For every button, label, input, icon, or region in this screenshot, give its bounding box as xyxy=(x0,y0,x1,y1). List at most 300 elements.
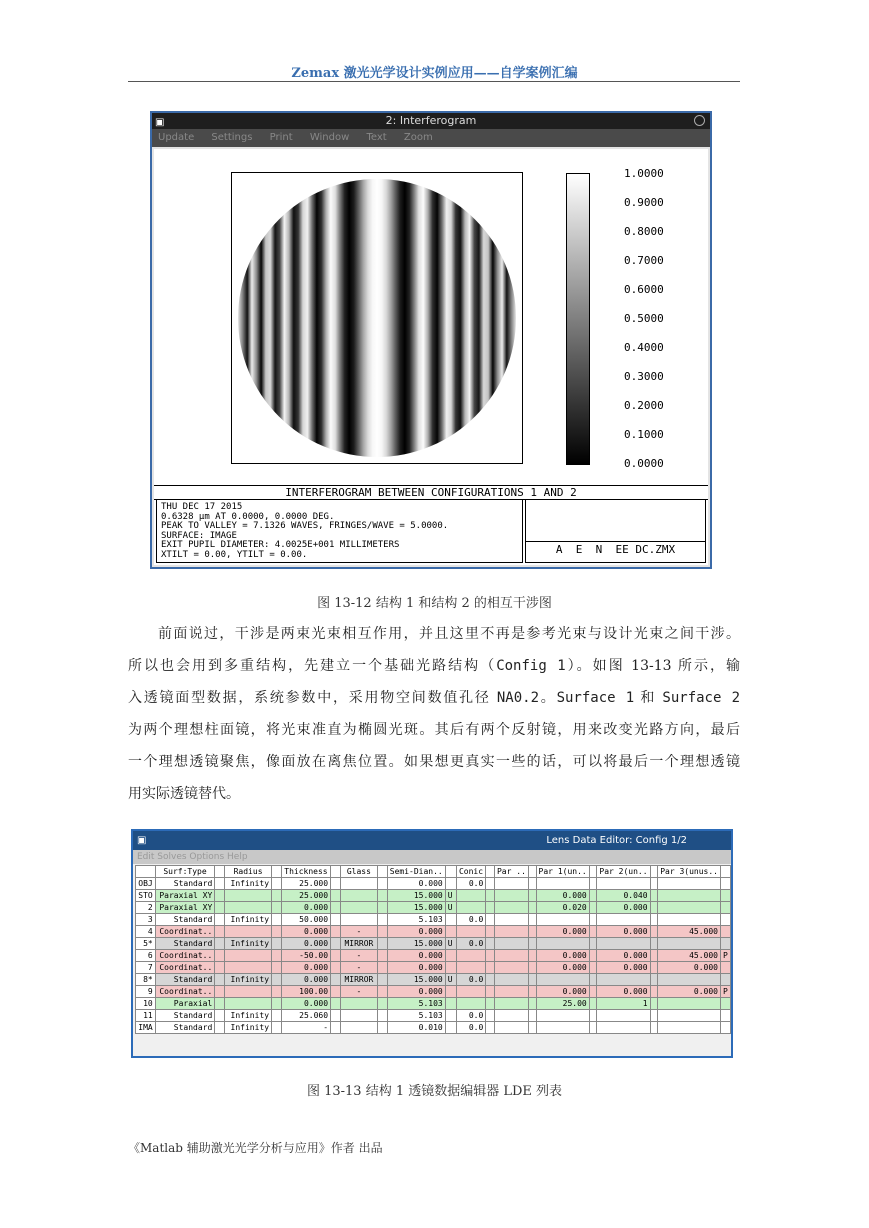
table-cell[interactable] xyxy=(340,998,377,1010)
column-header[interactable]: Conic xyxy=(456,866,486,878)
table-cell[interactable] xyxy=(445,914,456,926)
table-cell[interactable]: 25.000 xyxy=(281,878,330,890)
surface-row[interactable] xyxy=(136,986,731,998)
table-cell[interactable]: 0.000 xyxy=(281,902,330,914)
table-cell[interactable] xyxy=(658,938,721,950)
table-cell[interactable]: Coordinat.. xyxy=(155,950,215,962)
table-cell[interactable]: Coordinat.. xyxy=(155,962,215,974)
table-cell[interactable]: 50.000 xyxy=(281,914,330,926)
table-cell[interactable]: U xyxy=(445,902,456,914)
table-cell[interactable]: 0.000 xyxy=(387,950,445,962)
table-cell[interactable] xyxy=(486,938,495,950)
table-cell[interactable]: Coordinat.. xyxy=(155,986,215,998)
table-cell[interactable] xyxy=(272,950,282,962)
table-cell[interactable] xyxy=(215,974,225,986)
table-cell[interactable] xyxy=(597,938,650,950)
table-cell[interactable]: U xyxy=(445,890,456,902)
table-cell[interactable]: 0.0 xyxy=(456,1022,486,1034)
table-cell[interactable] xyxy=(721,1022,731,1034)
table-cell[interactable] xyxy=(721,914,731,926)
table-cell[interactable] xyxy=(445,926,456,938)
table-cell[interactable] xyxy=(650,1022,658,1034)
table-cell[interactable] xyxy=(650,974,658,986)
table-cell[interactable] xyxy=(494,962,528,974)
table-cell[interactable] xyxy=(456,950,486,962)
table-cell[interactable] xyxy=(536,914,589,926)
table-cell[interactable]: 0.000 xyxy=(387,962,445,974)
text-run: 。 xyxy=(539,690,557,706)
table-cell[interactable] xyxy=(494,938,528,950)
table-cell[interactable] xyxy=(377,1010,387,1022)
table-cell[interactable] xyxy=(589,998,597,1010)
table-cell[interactable] xyxy=(456,962,486,974)
table-cell[interactable]: Standard xyxy=(155,878,215,890)
table-cell[interactable]: 0.000 xyxy=(597,950,650,962)
table-cell[interactable] xyxy=(650,914,658,926)
table-cell[interactable]: 0.000 xyxy=(281,974,330,986)
table-cell[interactable] xyxy=(528,950,536,962)
table-cell[interactable]: U xyxy=(445,938,456,950)
table-cell[interactable] xyxy=(486,950,495,962)
table-cell[interactable] xyxy=(331,890,341,902)
table-cell[interactable]: 45.000 xyxy=(658,926,721,938)
column-header[interactable]: Radius xyxy=(225,866,272,878)
table-cell[interactable] xyxy=(456,998,486,1010)
table-cell[interactable]: 25.00 xyxy=(536,998,589,1010)
table-cell[interactable] xyxy=(658,974,721,986)
table-cell[interactable] xyxy=(721,1010,731,1022)
table-cell[interactable]: MIRROR xyxy=(340,938,377,950)
table-cell[interactable]: 0.0 xyxy=(456,974,486,986)
table-cell[interactable] xyxy=(445,1022,456,1034)
table-cell[interactable] xyxy=(215,1022,225,1034)
table-cell[interactable]: 0.000 xyxy=(597,902,650,914)
table-cell[interactable] xyxy=(340,902,377,914)
table-cell[interactable] xyxy=(494,1010,528,1022)
table-cell[interactable] xyxy=(486,914,495,926)
table-cell[interactable]: 25.000 xyxy=(281,890,330,902)
menu-settings[interactable]: Settings xyxy=(211,132,253,143)
table-cell[interactable] xyxy=(215,914,225,926)
table-cell[interactable] xyxy=(486,902,495,914)
column-header[interactable]: Par 1(un.. xyxy=(536,866,589,878)
table-cell[interactable] xyxy=(331,914,341,926)
table-cell[interactable]: Standard xyxy=(155,974,215,986)
table-cell[interactable] xyxy=(589,974,597,986)
column-header[interactable]: Semi-Dian.. xyxy=(387,866,445,878)
table-cell[interactable]: 15.000 xyxy=(387,938,445,950)
table-cell[interactable]: 0.0 xyxy=(456,914,486,926)
table-cell[interactable] xyxy=(272,878,282,890)
table-cell[interactable] xyxy=(377,878,387,890)
table-cell[interactable] xyxy=(528,1022,536,1034)
table-cell[interactable] xyxy=(272,914,282,926)
table-cell[interactable] xyxy=(721,926,731,938)
surface-row[interactable] xyxy=(136,974,731,986)
table-cell[interactable] xyxy=(589,938,597,950)
table-cell[interactable]: Infinity xyxy=(225,974,272,986)
table-cell[interactable]: Paraxial xyxy=(155,998,215,1010)
table-cell[interactable] xyxy=(272,1010,282,1022)
table-cell[interactable]: P xyxy=(721,950,731,962)
table-cell[interactable] xyxy=(456,902,486,914)
table-cell[interactable] xyxy=(377,926,387,938)
table-cell[interactable] xyxy=(215,950,225,962)
table-cell[interactable] xyxy=(721,938,731,950)
table-cell[interactable]: 0.000 xyxy=(597,926,650,938)
table-cell[interactable]: 0.000 xyxy=(387,926,445,938)
table-cell[interactable] xyxy=(331,902,341,914)
table-cell[interactable]: Infinity xyxy=(225,878,272,890)
table-cell[interactable] xyxy=(331,962,341,974)
table-cell[interactable] xyxy=(486,890,495,902)
table-cell[interactable] xyxy=(589,986,597,998)
table-cell[interactable] xyxy=(721,962,731,974)
table-cell[interactable] xyxy=(486,1010,495,1022)
table-cell[interactable] xyxy=(589,878,597,890)
table-cell[interactable]: 5.103 xyxy=(387,998,445,1010)
table-cell[interactable] xyxy=(589,962,597,974)
table-cell[interactable] xyxy=(721,998,731,1010)
system-menu-icon[interactable]: ▣ xyxy=(137,835,147,846)
table-cell[interactable] xyxy=(225,998,272,1010)
table-cell[interactable] xyxy=(331,986,341,998)
table-cell[interactable] xyxy=(377,902,387,914)
menu-window[interactable]: Window xyxy=(309,132,350,143)
table-cell[interactable]: 0.0 xyxy=(456,938,486,950)
table-cell[interactable]: 0.000 xyxy=(281,962,330,974)
table-cell[interactable] xyxy=(494,890,528,902)
column-header[interactable]: Glass xyxy=(340,866,377,878)
table-cell[interactable] xyxy=(721,878,731,890)
table-cell[interactable] xyxy=(445,986,456,998)
table-cell[interactable] xyxy=(494,1022,528,1034)
table-cell[interactable]: 0.0 xyxy=(456,878,486,890)
table-cell[interactable] xyxy=(340,1022,377,1034)
surface-row[interactable] xyxy=(136,1022,731,1034)
table-cell[interactable] xyxy=(340,914,377,926)
table-cell[interactable] xyxy=(650,962,658,974)
table-cell[interactable] xyxy=(658,1010,721,1022)
table-cell[interactable] xyxy=(589,902,597,914)
column-header[interactable]: Par .. xyxy=(494,866,528,878)
table-cell[interactable]: - xyxy=(340,986,377,998)
table-cell[interactable]: 0.000 xyxy=(536,950,589,962)
table-cell[interactable] xyxy=(589,890,597,902)
table-cell[interactable]: - xyxy=(340,926,377,938)
table-cell[interactable]: Standard xyxy=(155,1010,215,1022)
table-cell[interactable] xyxy=(528,1010,536,1022)
table-cell[interactable] xyxy=(456,986,486,998)
table-cell[interactable] xyxy=(536,1010,589,1022)
table-cell[interactable] xyxy=(650,1010,658,1022)
table-cell[interactable] xyxy=(340,890,377,902)
table-cell[interactable] xyxy=(377,890,387,902)
table-cell[interactable] xyxy=(721,902,731,914)
table-cell[interactable] xyxy=(272,986,282,998)
table-cell[interactable] xyxy=(456,926,486,938)
table-cell[interactable] xyxy=(528,986,536,998)
table-cell[interactable] xyxy=(658,914,721,926)
table-cell[interactable] xyxy=(650,986,658,998)
table-cell[interactable]: 0.000 xyxy=(281,926,330,938)
table-cell[interactable] xyxy=(445,998,456,1010)
table-cell[interactable]: 0.000 xyxy=(536,890,589,902)
table-cell[interactable] xyxy=(340,1010,377,1022)
paragraph-line xyxy=(128,682,740,714)
table-cell[interactable] xyxy=(597,1010,650,1022)
table-cell[interactable] xyxy=(486,986,495,998)
table-cell[interactable]: 15.000 xyxy=(387,974,445,986)
surface-row[interactable] xyxy=(136,962,731,974)
table-cell[interactable]: 5.103 xyxy=(387,914,445,926)
surface-row[interactable] xyxy=(136,902,731,914)
table-cell[interactable] xyxy=(225,986,272,998)
table-cell[interactable] xyxy=(272,1022,282,1034)
table-cell[interactable] xyxy=(721,974,731,986)
table-cell[interactable] xyxy=(536,938,589,950)
interferogram-titlebar[interactable] xyxy=(152,113,710,129)
table-cell[interactable] xyxy=(528,938,536,950)
table-cell[interactable] xyxy=(225,926,272,938)
table-cell[interactable]: 0.000 xyxy=(658,962,721,974)
table-cell[interactable] xyxy=(377,974,387,986)
column-header[interactable]: Surf:Type xyxy=(155,866,215,878)
table-cell[interactable]: P xyxy=(721,986,731,998)
table-cell[interactable] xyxy=(589,926,597,938)
table-cell[interactable]: 45.000 xyxy=(658,950,721,962)
table-cell[interactable] xyxy=(658,1022,721,1034)
table-cell[interactable]: U xyxy=(445,974,456,986)
surface-row[interactable] xyxy=(136,938,731,950)
menu-print[interactable]: Print xyxy=(269,132,293,143)
table-cell[interactable] xyxy=(650,998,658,1010)
table-cell[interactable] xyxy=(494,974,528,986)
table-cell[interactable] xyxy=(528,998,536,1010)
table-cell[interactable]: 5.103 xyxy=(387,1010,445,1022)
table-cell[interactable]: 25.060 xyxy=(281,1010,330,1022)
table-cell[interactable] xyxy=(445,962,456,974)
table-cell[interactable] xyxy=(377,938,387,950)
table-cell[interactable] xyxy=(486,926,495,938)
table-cell[interactable] xyxy=(225,902,272,914)
surface-row[interactable] xyxy=(136,926,731,938)
table-cell[interactable] xyxy=(486,878,495,890)
table-cell[interactable] xyxy=(377,914,387,926)
table-cell[interactable]: MIRROR xyxy=(340,974,377,986)
table-cell[interactable] xyxy=(445,878,456,890)
table-cell[interactable]: 0.000 xyxy=(536,986,589,998)
table-cell[interactable]: - xyxy=(340,950,377,962)
table-cell[interactable] xyxy=(528,890,536,902)
table-cell[interactable] xyxy=(597,1022,650,1034)
lde-titlebar[interactable] xyxy=(133,831,731,850)
table-cell[interactable] xyxy=(536,878,589,890)
table-cell[interactable] xyxy=(589,1022,597,1034)
table-cell[interactable] xyxy=(225,950,272,962)
table-cell[interactable] xyxy=(494,926,528,938)
surface-row[interactable] xyxy=(136,998,731,1010)
table-cell[interactable]: -50.00 xyxy=(281,950,330,962)
table-cell[interactable] xyxy=(377,1022,387,1034)
table-cell[interactable] xyxy=(331,938,341,950)
table-cell[interactable]: 1 xyxy=(597,998,650,1010)
table-cell[interactable]: 0.000 xyxy=(281,938,330,950)
menu-text[interactable]: Text xyxy=(366,132,387,143)
table-cell[interactable] xyxy=(486,1022,495,1034)
table-cell[interactable]: 15.000 xyxy=(387,902,445,914)
table-cell[interactable]: Infinity xyxy=(225,1010,272,1022)
table-cell[interactable] xyxy=(650,926,658,938)
table-cell[interactable] xyxy=(215,962,225,974)
table-cell[interactable] xyxy=(331,950,341,962)
lens-data-editor-window xyxy=(131,829,733,1058)
table-cell[interactable] xyxy=(272,938,282,950)
table-cell[interactable] xyxy=(377,950,387,962)
table-cell[interactable] xyxy=(225,890,272,902)
table-cell[interactable]: 0.000 xyxy=(387,878,445,890)
table-cell[interactable] xyxy=(494,986,528,998)
table-cell[interactable]: 0.020 xyxy=(536,902,589,914)
table-cell[interactable] xyxy=(445,1010,456,1022)
table-cell[interactable] xyxy=(340,878,377,890)
table-cell[interactable] xyxy=(494,914,528,926)
table-cell[interactable] xyxy=(597,974,650,986)
table-cell[interactable] xyxy=(486,974,495,986)
table-cell[interactable] xyxy=(589,1010,597,1022)
table-cell[interactable] xyxy=(215,986,225,998)
table-cell[interactable] xyxy=(225,962,272,974)
table-cell[interactable]: - xyxy=(281,1022,330,1034)
table-cell[interactable] xyxy=(215,926,225,938)
menu-update[interactable]: Update xyxy=(158,132,195,143)
table-cell[interactable]: 0.040 xyxy=(597,890,650,902)
table-cell[interactable] xyxy=(215,902,225,914)
surface-row[interactable] xyxy=(136,1010,731,1022)
table-cell[interactable] xyxy=(215,938,225,950)
table-cell[interactable] xyxy=(377,962,387,974)
table-cell[interactable]: Paraxial XY xyxy=(155,902,215,914)
table-cell[interactable] xyxy=(589,950,597,962)
table-cell[interactable] xyxy=(272,902,282,914)
menu-zoom[interactable]: Zoom xyxy=(403,132,433,143)
table-cell[interactable]: Infinity xyxy=(225,914,272,926)
table-cell[interactable]: 15.000 xyxy=(387,890,445,902)
table-cell[interactable] xyxy=(494,998,528,1010)
table-cell[interactable] xyxy=(272,974,282,986)
table-cell[interactable] xyxy=(589,914,597,926)
table-cell[interactable] xyxy=(721,890,731,902)
system-menu-icon[interactable]: ▣ xyxy=(155,117,165,128)
table-cell[interactable] xyxy=(658,902,721,914)
table-cell[interactable] xyxy=(650,938,658,950)
table-cell[interactable] xyxy=(215,890,225,902)
table-cell[interactable] xyxy=(331,1022,341,1034)
table-cell[interactable] xyxy=(658,998,721,1010)
table-cell[interactable]: 0.000 xyxy=(658,986,721,998)
table-cell[interactable]: Standard xyxy=(155,914,215,926)
table-cell[interactable] xyxy=(377,998,387,1010)
column-header[interactable]: Thickness xyxy=(281,866,330,878)
table-cell[interactable] xyxy=(494,902,528,914)
table-cell[interactable] xyxy=(494,950,528,962)
figure-caption: 图 13-12 结构 1 和结构 2 的相互干涉图 xyxy=(317,596,552,611)
table-cell[interactable] xyxy=(528,914,536,926)
table-cell[interactable] xyxy=(650,878,658,890)
table-cell[interactable] xyxy=(272,998,282,1010)
table-cell[interactable]: 100.00 xyxy=(281,986,330,998)
table-cell[interactable] xyxy=(486,962,495,974)
scale-label: 0.1000 xyxy=(624,428,664,441)
table-cell[interactable] xyxy=(486,998,495,1010)
table-cell[interactable]: Standard xyxy=(155,938,215,950)
table-cell[interactable] xyxy=(650,950,658,962)
table-cell[interactable]: 0.000 xyxy=(597,962,650,974)
table-cell[interactable] xyxy=(272,926,282,938)
table-cell[interactable] xyxy=(377,986,387,998)
table-cell[interactable]: Coordinat.. xyxy=(155,926,215,938)
table-cell[interactable]: - xyxy=(340,962,377,974)
table-cell[interactable]: 0.000 xyxy=(597,986,650,998)
table-cell[interactable] xyxy=(331,974,341,986)
table-cell[interactable]: Infinity xyxy=(225,1022,272,1034)
table-cell[interactable] xyxy=(536,974,589,986)
table-cell[interactable]: 0.000 xyxy=(536,926,589,938)
table-cell[interactable] xyxy=(658,878,721,890)
table-cell[interactable]: 0.000 xyxy=(536,962,589,974)
table-cell[interactable]: 0.0 xyxy=(456,1010,486,1022)
column-header[interactable]: Par 2(un.. xyxy=(597,866,650,878)
table-cell[interactable] xyxy=(597,914,650,926)
table-cell[interactable]: 0.000 xyxy=(281,998,330,1010)
window-circle-icon[interactable] xyxy=(694,115,705,126)
table-cell[interactable] xyxy=(528,974,536,986)
table-cell[interactable]: 0.000 xyxy=(387,986,445,998)
table-cell[interactable] xyxy=(215,1010,225,1022)
table-cell[interactable] xyxy=(331,878,341,890)
column-header[interactable]: Par 3(unus.. xyxy=(658,866,721,878)
table-cell[interactable] xyxy=(528,926,536,938)
surface-row[interactable] xyxy=(136,878,731,890)
table-cell[interactable] xyxy=(494,878,528,890)
table-cell[interactable] xyxy=(658,890,721,902)
table-cell[interactable] xyxy=(650,890,658,902)
table-cell[interactable] xyxy=(597,878,650,890)
table-cell[interactable] xyxy=(215,998,225,1010)
table-cell[interactable] xyxy=(272,890,282,902)
table-cell[interactable] xyxy=(456,890,486,902)
table-cell[interactable] xyxy=(528,962,536,974)
table-cell[interactable] xyxy=(272,962,282,974)
table-cell[interactable] xyxy=(536,1022,589,1034)
table-cell[interactable] xyxy=(331,926,341,938)
table-cell[interactable] xyxy=(528,878,536,890)
table-cell[interactable]: Infinity xyxy=(225,938,272,950)
table-cell[interactable] xyxy=(331,998,341,1010)
table-cell[interactable]: Standard xyxy=(155,1022,215,1034)
surface-row[interactable] xyxy=(136,950,731,962)
lde-menubar[interactable]: Edit Solves Options Help xyxy=(133,850,731,864)
surface-row[interactable] xyxy=(136,890,731,902)
table-cell[interactable] xyxy=(331,1010,341,1022)
table-cell[interactable]: 0.010 xyxy=(387,1022,445,1034)
table-cell[interactable] xyxy=(215,878,225,890)
table-cell[interactable] xyxy=(528,902,536,914)
table-cell[interactable] xyxy=(445,950,456,962)
table-cell[interactable] xyxy=(650,902,658,914)
surface-row[interactable] xyxy=(136,914,731,926)
table-cell[interactable]: Paraxial XY xyxy=(155,890,215,902)
